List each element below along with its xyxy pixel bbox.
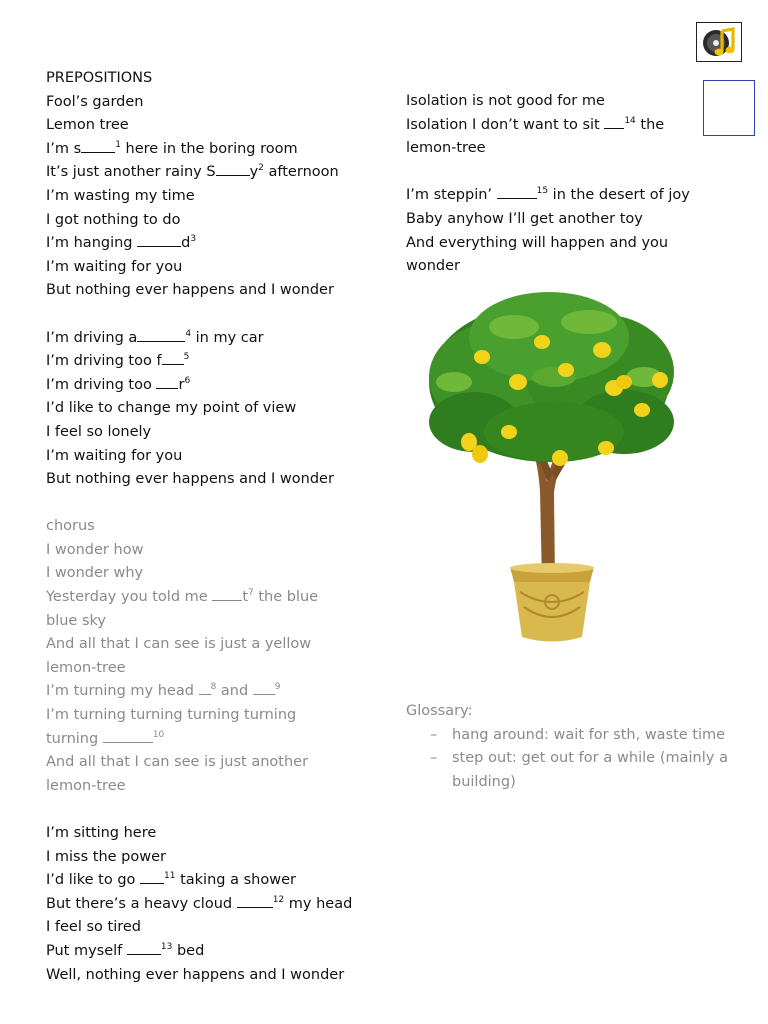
lyric-line [406,90,726,114]
lyric-line [46,138,386,162]
music-note-icon [696,22,742,62]
fill-in-blank[interactable] [497,184,537,199]
lyric-text: I wonder how [46,541,144,558]
lyric-line [46,940,386,964]
chorus-line [46,680,386,704]
stanza-gap [46,798,386,822]
lyric-text: Fool’s garden [46,93,144,110]
lyric-line [46,374,386,398]
blank-number: 2 [258,163,264,174]
lyric-line [406,184,726,208]
blank-number: 9 [274,682,281,693]
lyric-text: afternoon [263,164,339,181]
chorus-line [46,610,386,634]
lyric-line [46,114,386,138]
lyric-line [406,114,726,138]
fill-in-blank[interactable] [604,114,624,129]
chorus-line [46,539,386,563]
lyric-text: But nothing ever happens and I wonder [46,282,334,299]
stanza-gap [46,492,386,516]
lyric-text: lemon-tree [46,777,126,794]
lyric-text: I’d like to go [46,872,141,889]
lyric-line [46,67,386,91]
lyric-text: I’m steppin’ [406,187,497,204]
lyric-text: lemon-tree [46,659,126,676]
lyric-line [406,137,726,161]
chorus-line [46,586,386,610]
lyric-text: I’d like to change my point of view [46,400,297,417]
lyric-line [46,256,386,280]
lyric-text: But there’s a heavy cloud [46,895,237,912]
lyric-line [406,255,726,279]
lyric-line [46,846,386,870]
lyric-text: taking a shower [175,872,296,889]
lyric-text: y [249,164,259,181]
glossary-item [406,747,728,794]
lyric-text: Well, nothing ever happens and I wonder [46,966,345,983]
lyric-text: It’s just another rainy S [46,164,216,181]
lyric-text: And everything will happen and you [406,234,669,251]
lyric-text: Lemon tree [46,117,129,134]
lyric-line [46,468,386,492]
lyric-line [46,964,386,988]
lyric-text: I feel so tired [46,919,141,936]
lyric-text: But nothing ever happens and I wonder [46,471,334,488]
lyric-line [46,893,386,917]
fill-in-blank[interactable] [216,161,250,176]
lyric-text: I’m waiting for you [46,258,183,275]
lyric-text: I’m hanging [46,235,138,252]
lyric-line [46,822,386,846]
lyric-line [406,232,726,256]
stanza-gap [406,161,726,185]
lyric-line [46,279,386,303]
lyric-line [46,185,386,209]
blank-number: 5 [183,352,190,363]
lyric-text: turning [46,730,103,747]
blank-number: 3 [190,234,197,245]
chorus-line [46,751,386,775]
lyric-text: Baby anyhow I’ll get another toy [406,210,643,227]
glossary-item [406,724,728,748]
lyric-text: I wonder why [46,565,144,582]
lyric-text: and [216,683,253,700]
lyric-text: d [181,235,191,252]
lyric-line [46,209,386,233]
fill-in-blank[interactable] [199,680,211,695]
fill-in-blank[interactable] [237,893,273,908]
lyric-text: Isolation is not good for me [406,93,605,109]
glossary-item-text: step out: get out for a while (mainly a building) [452,750,728,790]
list-dash: – [430,726,438,743]
lyric-text: Yesterday you told me [46,589,213,606]
chorus-line [46,657,386,681]
lyric-text: lemon-tree [406,140,486,157]
lyric-text: I’m driving too f [46,353,162,370]
glossary-title: Glossary: [406,703,473,719]
lyric-line [46,445,386,469]
stanza-gap [46,303,386,327]
lyric-text: t [242,589,248,606]
fill-in-blank[interactable] [140,869,164,884]
lyric-text: my head [284,895,353,912]
chorus-line [46,704,386,728]
chorus-line [46,633,386,657]
lyric-text: I’m driving too [46,376,157,393]
chorus-line [46,515,386,539]
lyric-text: chorus [46,518,95,535]
lyric-text: r [178,376,185,393]
lyric-line [46,327,386,351]
lyric-line [46,916,386,940]
lyric-line [46,232,386,256]
glossary [406,700,728,794]
lyric-text: in the desert of joy [548,187,690,204]
lyric-text: I’m wasting my time [46,187,195,204]
glossary-item-text: hang around: wait for sth, waste time [452,726,726,743]
blank-number: 1 [115,139,121,150]
blank-number: 4 [185,328,192,339]
fill-in-blank[interactable] [137,327,185,342]
lyric-text: the blue [253,589,319,606]
chorus-line [46,775,386,799]
lyric-text: I’m turning my head [46,683,199,700]
fill-in-blank[interactable] [127,940,161,955]
lyric-text: Isolation I don’t want to sit [406,116,605,133]
fill-in-blank[interactable] [137,232,181,247]
lyric-text: I’m driving a [46,329,138,346]
fill-in-blank[interactable] [81,138,115,153]
lyric-line [46,869,386,893]
lyric-line [46,350,386,374]
lyric-text: And all that I can see is just another [46,754,309,771]
lyric-text: I miss the power [46,848,166,865]
lyric-text: bed [172,942,205,959]
lyric-text: And all that I can see is just a yellow [46,636,312,653]
lyric-line [406,208,726,232]
blank-number: 7 [248,588,254,599]
blank-number: 8 [210,682,217,693]
lyric-line [46,91,386,115]
fill-in-blank[interactable] [103,728,153,743]
lyric-text: I’m sitting here [46,825,157,841]
fill-in-blank[interactable] [162,350,184,365]
list-dash: – [430,750,438,767]
lyric-line [46,397,386,421]
blank-number: 12 [272,894,285,905]
blank-number: 6 [184,375,191,386]
lyric-text: I got nothing to do [46,211,181,228]
blank-number: 13 [160,942,173,953]
lyric-text: here in the boring room [120,140,298,157]
chorus-line [46,562,386,586]
lyric-text: in my car [191,329,264,346]
blank-number: 15 [536,186,549,197]
lyric-text: PREPOSITIONS [46,70,153,86]
lyric-text: I’m s [46,140,82,157]
chorus-line [46,728,386,752]
blank-number: 14 [624,115,636,126]
lyrics-right-column [406,90,726,279]
lyric-text: the [635,116,665,133]
lyric-text: Put myself [46,942,127,959]
lyrics-left-column [46,67,386,987]
lyric-line [46,161,386,185]
lyric-text: I feel so lonely [46,423,152,440]
lyric-text: I’m turning turning turning turning [46,707,297,724]
blank-number: 10 [152,729,165,740]
lyric-text: blue sky [46,612,106,629]
fill-in-blank[interactable] [212,586,242,601]
blank-number: 11 [164,871,176,882]
lyric-line [46,421,386,445]
fill-in-blank[interactable] [253,680,275,695]
fill-in-blank[interactable] [156,374,178,389]
lyric-text: wonder [406,258,461,275]
lyric-text: I’m waiting for you [46,447,183,464]
lemon-tree-illustration [414,282,690,652]
